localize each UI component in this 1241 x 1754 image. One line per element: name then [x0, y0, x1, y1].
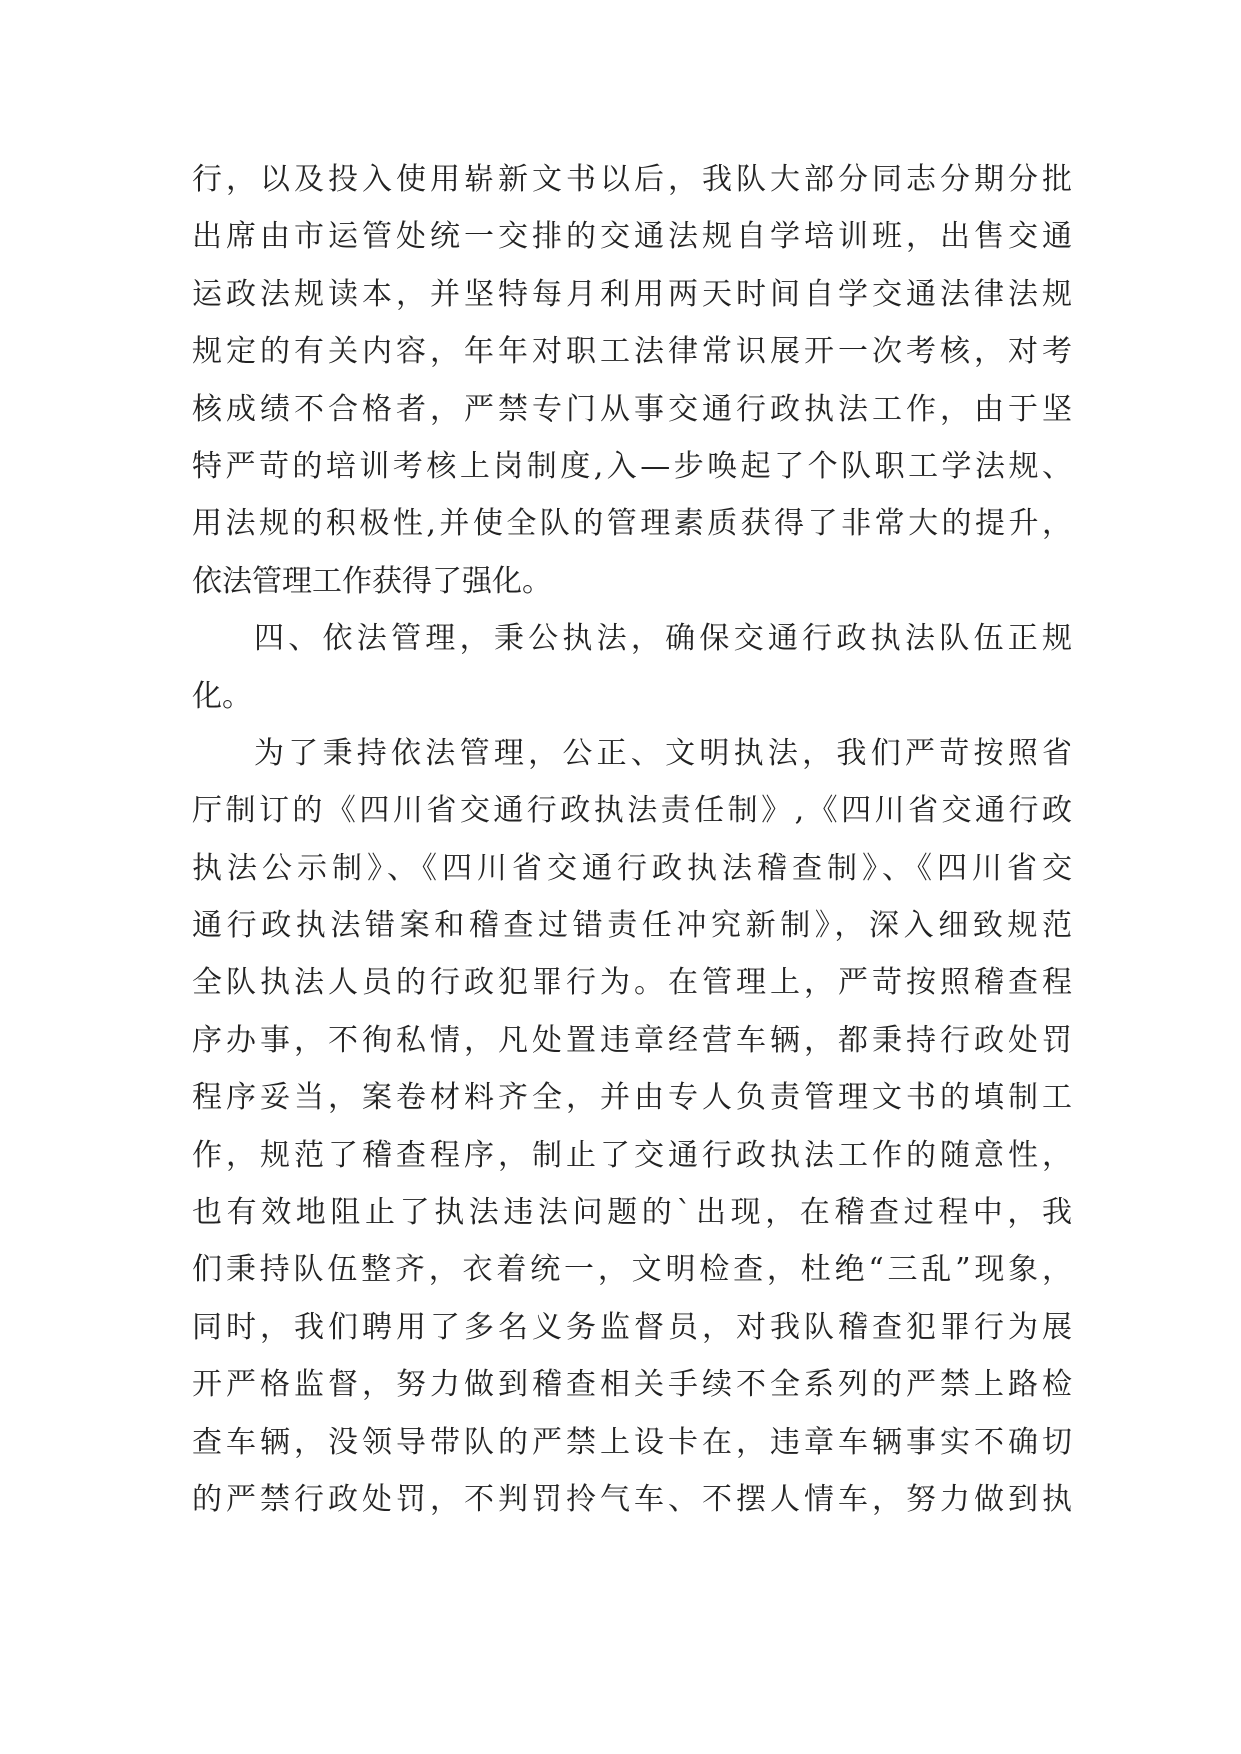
- text-line: 规定的有关内容，年年对职工法律常识展开一次考核，对考: [192, 334, 1072, 370]
- text-line: 查车辆，没领导带队的严禁上设卡在，违章车辆事实不确切: [192, 1424, 1072, 1460]
- text-line: 化。: [192, 678, 252, 714]
- text-line: 执法公示制》、《四川省交通行政执法稽查制》、《四川省交: [192, 850, 1072, 886]
- text-line: 序办事，不徇私情，凡处置违章经营车辆，都秉持行政处罚: [192, 1022, 1072, 1058]
- text-line: 为了秉持依法管理，公正、文明执法，我们严苛按照省: [254, 735, 1072, 771]
- text-line: 四、依法管理，秉公执法，确保交通行政执法队伍正规: [254, 621, 1072, 657]
- text-line: 依法管理工作获得了强化。: [192, 563, 552, 599]
- text-line: 的严禁行政处罚，不判罚拎气车、不摆人情车，努力做到执: [192, 1481, 1072, 1517]
- text-line: 们秉持队伍整齐，衣着统一，文明检查，杜绝“三乱”现象，: [192, 1252, 1072, 1288]
- text-line: 也有效地阻止了执法违法问题的`出现，在稽查过程中，我: [192, 1195, 1072, 1231]
- text-line: 同时，我们聘用了多名义务监督员，对我队稽查犯罪行为展: [192, 1309, 1072, 1345]
- text-line: 运政法规读本，并坚特每月利用两天时间自学交通法律法规: [192, 276, 1072, 312]
- text-line: 出席由市运管处统一交排的交通法规自学培训班，出售交通: [192, 219, 1072, 255]
- text-line: 特严苛的培训考核上岗制度,入—步唤起了个队职工学法规、: [192, 448, 1072, 484]
- text-line: 作，规范了稽查程序，制止了交通行政执法工作的随意性，: [192, 1137, 1072, 1173]
- text-line: 核成绩不合格者，严禁专门从事交通行政执法工作，由于坚: [192, 391, 1072, 427]
- text-line: 开严格监督，努力做到稽查相关手续不全系列的严禁上路检: [192, 1367, 1072, 1403]
- text-line: 全队执法人员的行政犯罪行为。在管理上，严苛按照稽查程: [192, 965, 1072, 1001]
- text-line: 通行政执法错案和稽查过错责任冲究新制》，深入细致规范: [192, 908, 1072, 944]
- text-line: 厅制订的《四川省交通行政执法责任制》,《四川省交通行政: [192, 793, 1072, 829]
- text-line: 程序妥当，案卷材料齐全，并由专人负责管理文书的填制工: [192, 1080, 1072, 1116]
- text-line: 用法规的积极性,并使全队的管理素质获得了非常大的提升，: [192, 506, 1072, 542]
- text-line: 行，以及投入使用崭新文书以后，我队大部分同志分期分批: [192, 162, 1072, 197]
- document-body: [192, 162, 1072, 1539]
